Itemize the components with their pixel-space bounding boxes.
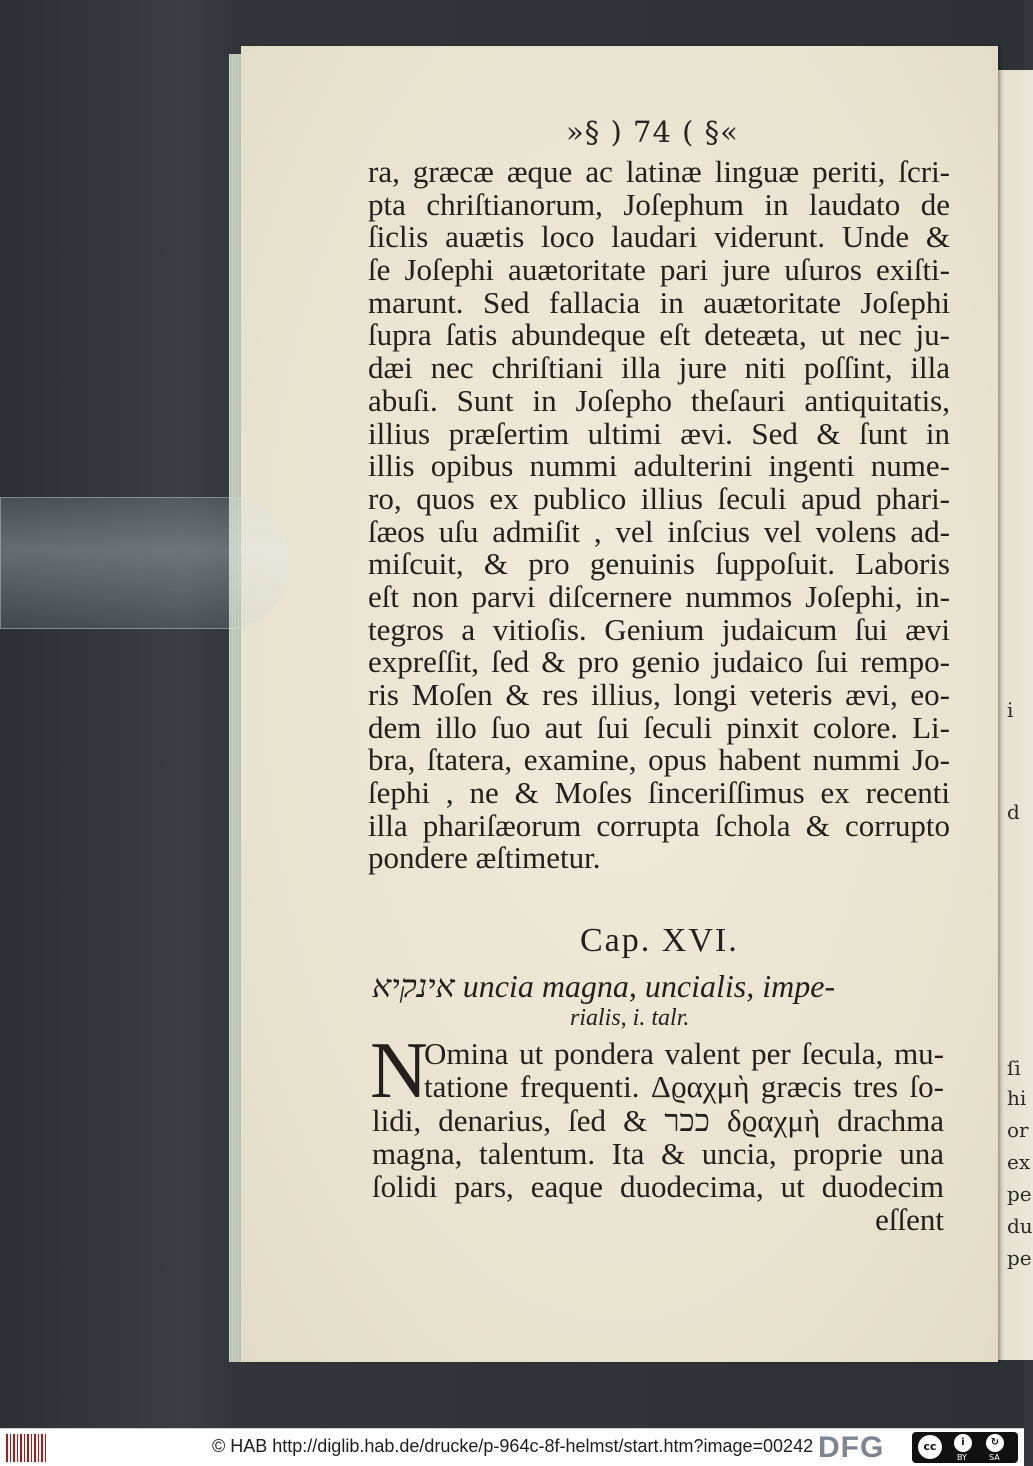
- text-line: ris Moſen & res illius, longi veteris ævi, eo-: [368, 677, 950, 712]
- dfg-logo[interactable]: DFG: [818, 1431, 885, 1464]
- cc-icon: cc: [918, 1435, 942, 1459]
- barcode-icon: [6, 1434, 48, 1462]
- sa-icon: ↻: [986, 1434, 1004, 1452]
- text-line: expreſſit, ſed & pro genio judaico ſui rempo-: [368, 644, 950, 680]
- drop-cap: N: [370, 1027, 428, 1115]
- chapter-title: Cap. XVI.: [580, 922, 739, 959]
- text-line: eſſent: [875, 1202, 944, 1238]
- text-line: illa phariſæorum corrupta ſchola & corrupto: [368, 807, 950, 843]
- text-line: marunt. Sed fallacia in auætoritate Joſephi: [368, 284, 950, 320]
- text-line: illius præſertim ultimi ævi. Sed & ſunt in: [368, 415, 950, 451]
- text-line: ſiclis auætis loco laudari viderunt. Unde &: [368, 219, 950, 255]
- text-line: magna, talentum. Ita & uncia, proprie una: [372, 1135, 944, 1171]
- right-fragment: pe: [1007, 1246, 1032, 1270]
- text-line: pondere æſtimetur.: [368, 840, 601, 876]
- text-line: miſcuit, & pro genuinis ſuppoſuit. Laboris: [368, 546, 950, 582]
- text-line: tatione frequenti. Δϱαχμὴ græcis tres ſo-: [424, 1069, 944, 1105]
- text-line: ſephi , ne & Moſes ſinceriſſimus ex recenti: [368, 775, 950, 811]
- right-fragment: pe: [1007, 1182, 1032, 1206]
- by-icon: i: [954, 1434, 972, 1452]
- text-line: pta chriſtianorum, Joſephum in laudato de: [368, 186, 950, 222]
- text-line: bra, ſtatera, examine, opus habent nummi Jo-: [368, 742, 950, 778]
- text-line: lidi, denarius, ſed & ככר δϱαχμὴ drachma: [372, 1102, 944, 1138]
- footer-bar: [0, 1428, 1024, 1466]
- text-line: tegros a vitioſis. Genium judaicum ſui ævi: [368, 611, 950, 647]
- text-line: ſolidi pars, eaque duodecima, ut duodecim: [372, 1169, 944, 1205]
- right-page-edge: [993, 70, 1033, 1360]
- chapter-subtitle-continued: rialis, i. talr.: [570, 1005, 690, 1031]
- right-fragment: or: [1007, 1118, 1029, 1142]
- text-line: ſæos uſu admiſit , vel inſcius vel volens ad-: [368, 513, 950, 549]
- by-label: BY: [957, 1453, 967, 1462]
- text-line: dæi nec chriſtiani illa jure niti poſſint, illa: [368, 350, 950, 386]
- text-line: ſupra ſatis abundeque eſt deteæta, ut nec ju-: [368, 317, 950, 353]
- page-body: [368, 156, 950, 875]
- chapter-body: [370, 1027, 944, 1238]
- running-header: »§ ) 74 ( §«: [566, 115, 739, 149]
- text-line: eſt non parvi diſcernere nummos Joſephi, in-: [368, 578, 950, 614]
- right-fragment: hi: [1007, 1086, 1027, 1110]
- text-line: ro, quos ex publico illius ſeculi apud phari-: [368, 480, 950, 516]
- chapter-subtitle: אינקיא uncia magna, uncialis, impe-: [372, 968, 836, 1004]
- text-line: abuſi. Sunt in Joſepho theſauri antiquitatis,: [368, 382, 950, 418]
- right-fragment: du: [1007, 1214, 1033, 1238]
- text-line: ſe Joſephi auætoritate pari jure uſuros exiſti-: [368, 252, 950, 288]
- right-fragment: ſi: [1007, 1056, 1021, 1080]
- text-line: illis opibus nummi adulterini ingenti nume-: [368, 448, 950, 484]
- license-badge[interactable]: [912, 1432, 1018, 1463]
- right-fragment: i: [1007, 698, 1014, 722]
- right-fragment: d: [1007, 800, 1020, 824]
- sa-label: SA: [989, 1453, 1000, 1462]
- source-url[interactable]: © HAB http://diglib.hab.de/drucke/p-964c-8f-helmst/start.htm?image=00242: [212, 1436, 814, 1456]
- text-line: dem illo ſuo aut ſui ſeculi pinxit colore. Li-: [368, 709, 950, 745]
- right-fragment: ex: [1007, 1150, 1031, 1174]
- text-line: Omina ut pondera valent per ſecula, mu-: [424, 1036, 944, 1071]
- text-line: ra, græcæ æque ac latinæ linguæ periti, ſcri-: [368, 154, 950, 189]
